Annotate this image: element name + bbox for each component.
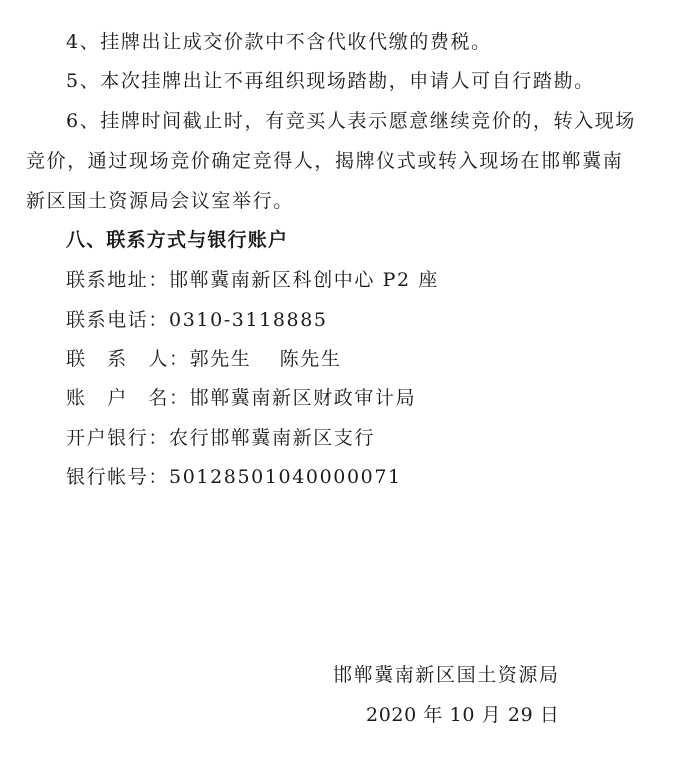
- item-6-line-3: 新区国土资源局会议室举行。: [26, 190, 294, 212]
- account-number: 银行帐号：50128501040000071: [66, 466, 402, 488]
- contact-address: 联系地址：邯郸冀南新区科创中心 P2 座: [66, 269, 439, 291]
- item-6-line-2: 竞价，通过现场竞价确定竞得人，揭牌仪式或转入现场在邯郸冀南: [26, 150, 624, 172]
- signature-date: 2020 年 10 月 29 日: [366, 704, 560, 726]
- item-5: 5、本次挂牌出让不再组织现场踏勘，申请人可自行踏勘。: [66, 70, 595, 92]
- contact-phone: 联系电话：0310-3118885: [66, 309, 328, 331]
- contact-person: 联 系 人：郭先生 陈先生: [66, 348, 342, 370]
- signature-org: 邯郸冀南新区国土资源局: [333, 664, 560, 686]
- section-heading: 八、联系方式与银行账户: [66, 229, 289, 251]
- bank-name: 开户银行：农行邯郸冀南新区支行: [66, 427, 376, 449]
- account-name: 账 户 名：邯郸冀南新区财政审计局: [66, 387, 417, 409]
- item-6-line-1: 6、挂牌时间截止时，有竞买人表示愿意继续竞价的，转入现场: [66, 110, 636, 132]
- item-4: 4、挂牌出让成交价款中不含代收代缴的费税。: [66, 31, 492, 53]
